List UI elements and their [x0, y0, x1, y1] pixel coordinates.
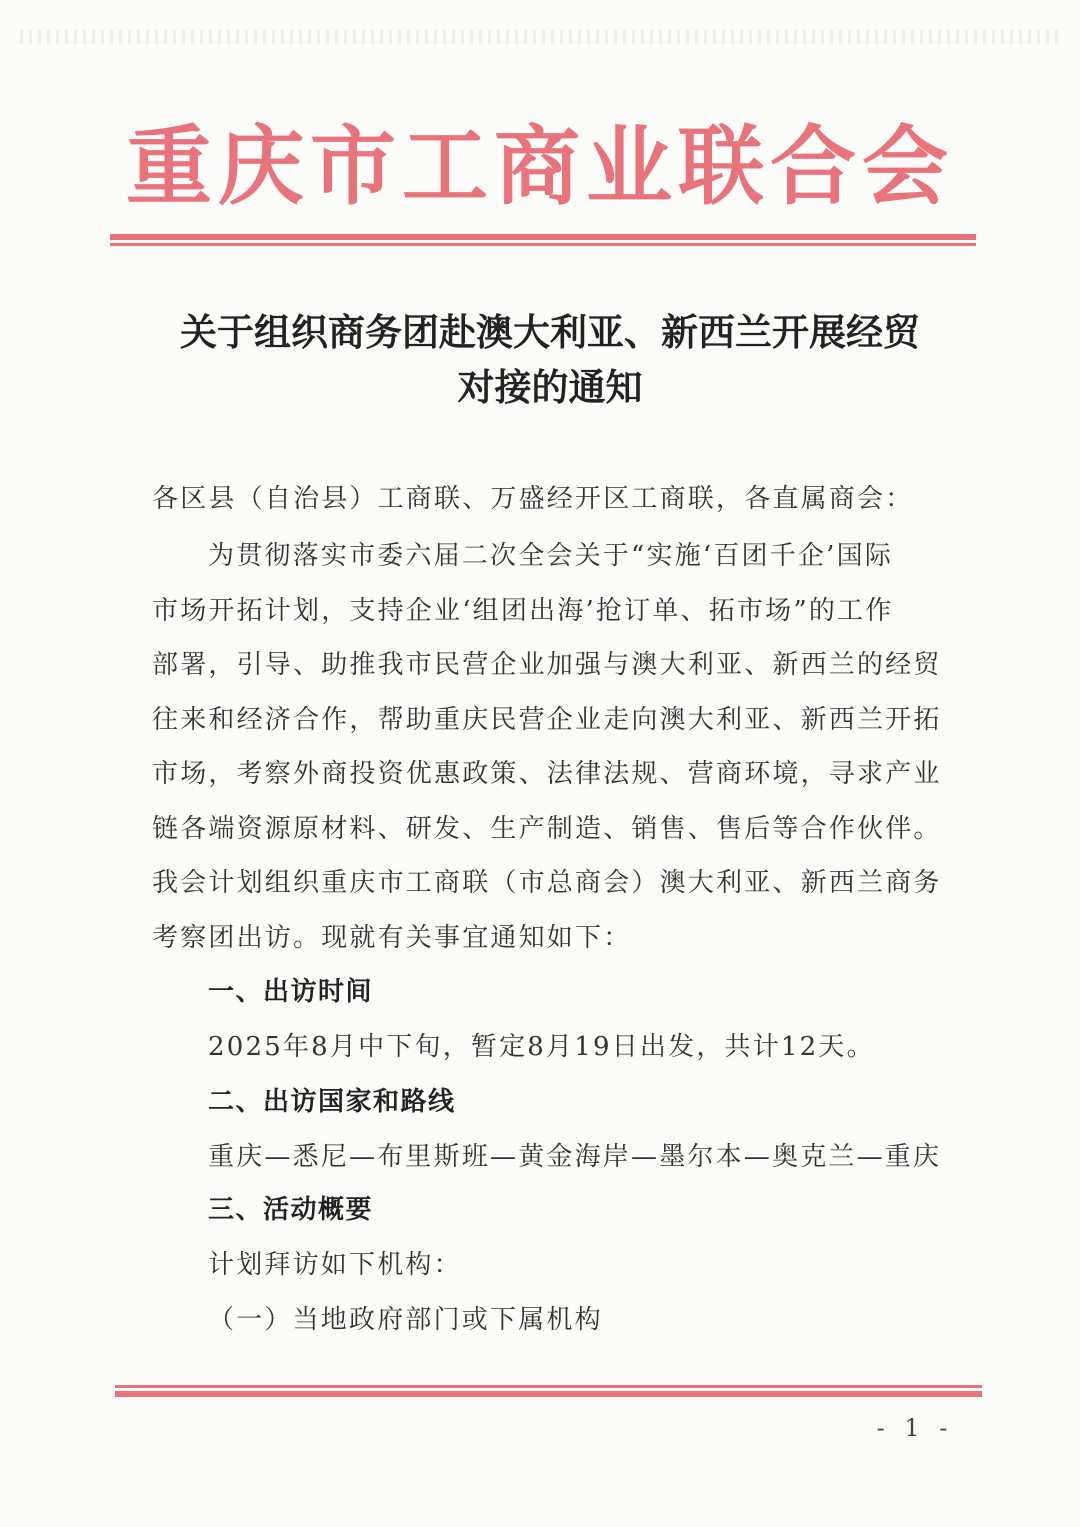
divider-thick-line: [115, 1391, 982, 1397]
title-line-2: 对接的通知: [457, 365, 643, 409]
section-heading: 二、出访国家和路线: [208, 1087, 456, 1117]
scan-artifact: [20, 30, 1060, 44]
paragraph-line: 为贯彻落实市委六届二次全会关于“实施‘百团千企’国际: [208, 541, 894, 571]
section-content: 2025年8月中下旬，暂定8月19日出发，共计12天。: [208, 1032, 875, 1062]
divider-thick-line: [110, 234, 976, 240]
paragraph-line: 市场开拓计划，支持企业‘组团出海’抢订单、拓市场”的工作: [152, 595, 894, 626]
divider-thin-line: [115, 1385, 982, 1388]
paragraph-line: 考察团出访。现就有关事宜通知如下：: [152, 922, 632, 953]
paragraph-line: 市场，考察外商投资优惠政策、法律法规、营商环境，寻求产业: [152, 759, 942, 789]
footer-divider: [115, 1385, 982, 1399]
sub-item: （一）当地政府部门或下属机构: [208, 1305, 603, 1335]
title-line-1: 关于组织商务团赴澳大利亚、新西兰开展经贸: [180, 310, 920, 354]
paragraph-line: 链各端资源原材料、研发、生产制造、销售、售后等合作伙伴。: [152, 813, 942, 844]
divider-thin-line: [110, 243, 976, 246]
page-number: - 1 -: [876, 1414, 954, 1442]
section-heading: 一、出访时间: [208, 977, 374, 1007]
document-title: [150, 305, 950, 415]
section-heading: 三、活动概要: [208, 1195, 374, 1225]
paragraph-line: 部署，引导、助推我市民营企业加强与澳大利亚、新西兰的经贸: [152, 650, 942, 680]
salutation: 各区县（自治县）工商联、万盛经开区工商联，各直属商会：: [152, 484, 914, 514]
letterhead-divider: [110, 234, 976, 247]
intro-paragraph: [152, 529, 952, 965]
section-content: 计划拜访如下机构：: [208, 1250, 462, 1280]
paragraph-line: 往来和经济合作，帮助重庆民营企业走向澳大利亚、新西兰开拓: [152, 704, 942, 735]
paragraph-line: 我会计划组织重庆市工商联（市总商会）澳大利亚、新西兰商务: [152, 868, 942, 898]
organization-letterhead: 重庆市工商业联合会: [126, 117, 954, 217]
section-content: 重庆—悉尼—布里斯班—黄金海岸—墨尔本—奥克兰—重庆: [208, 1142, 942, 1172]
